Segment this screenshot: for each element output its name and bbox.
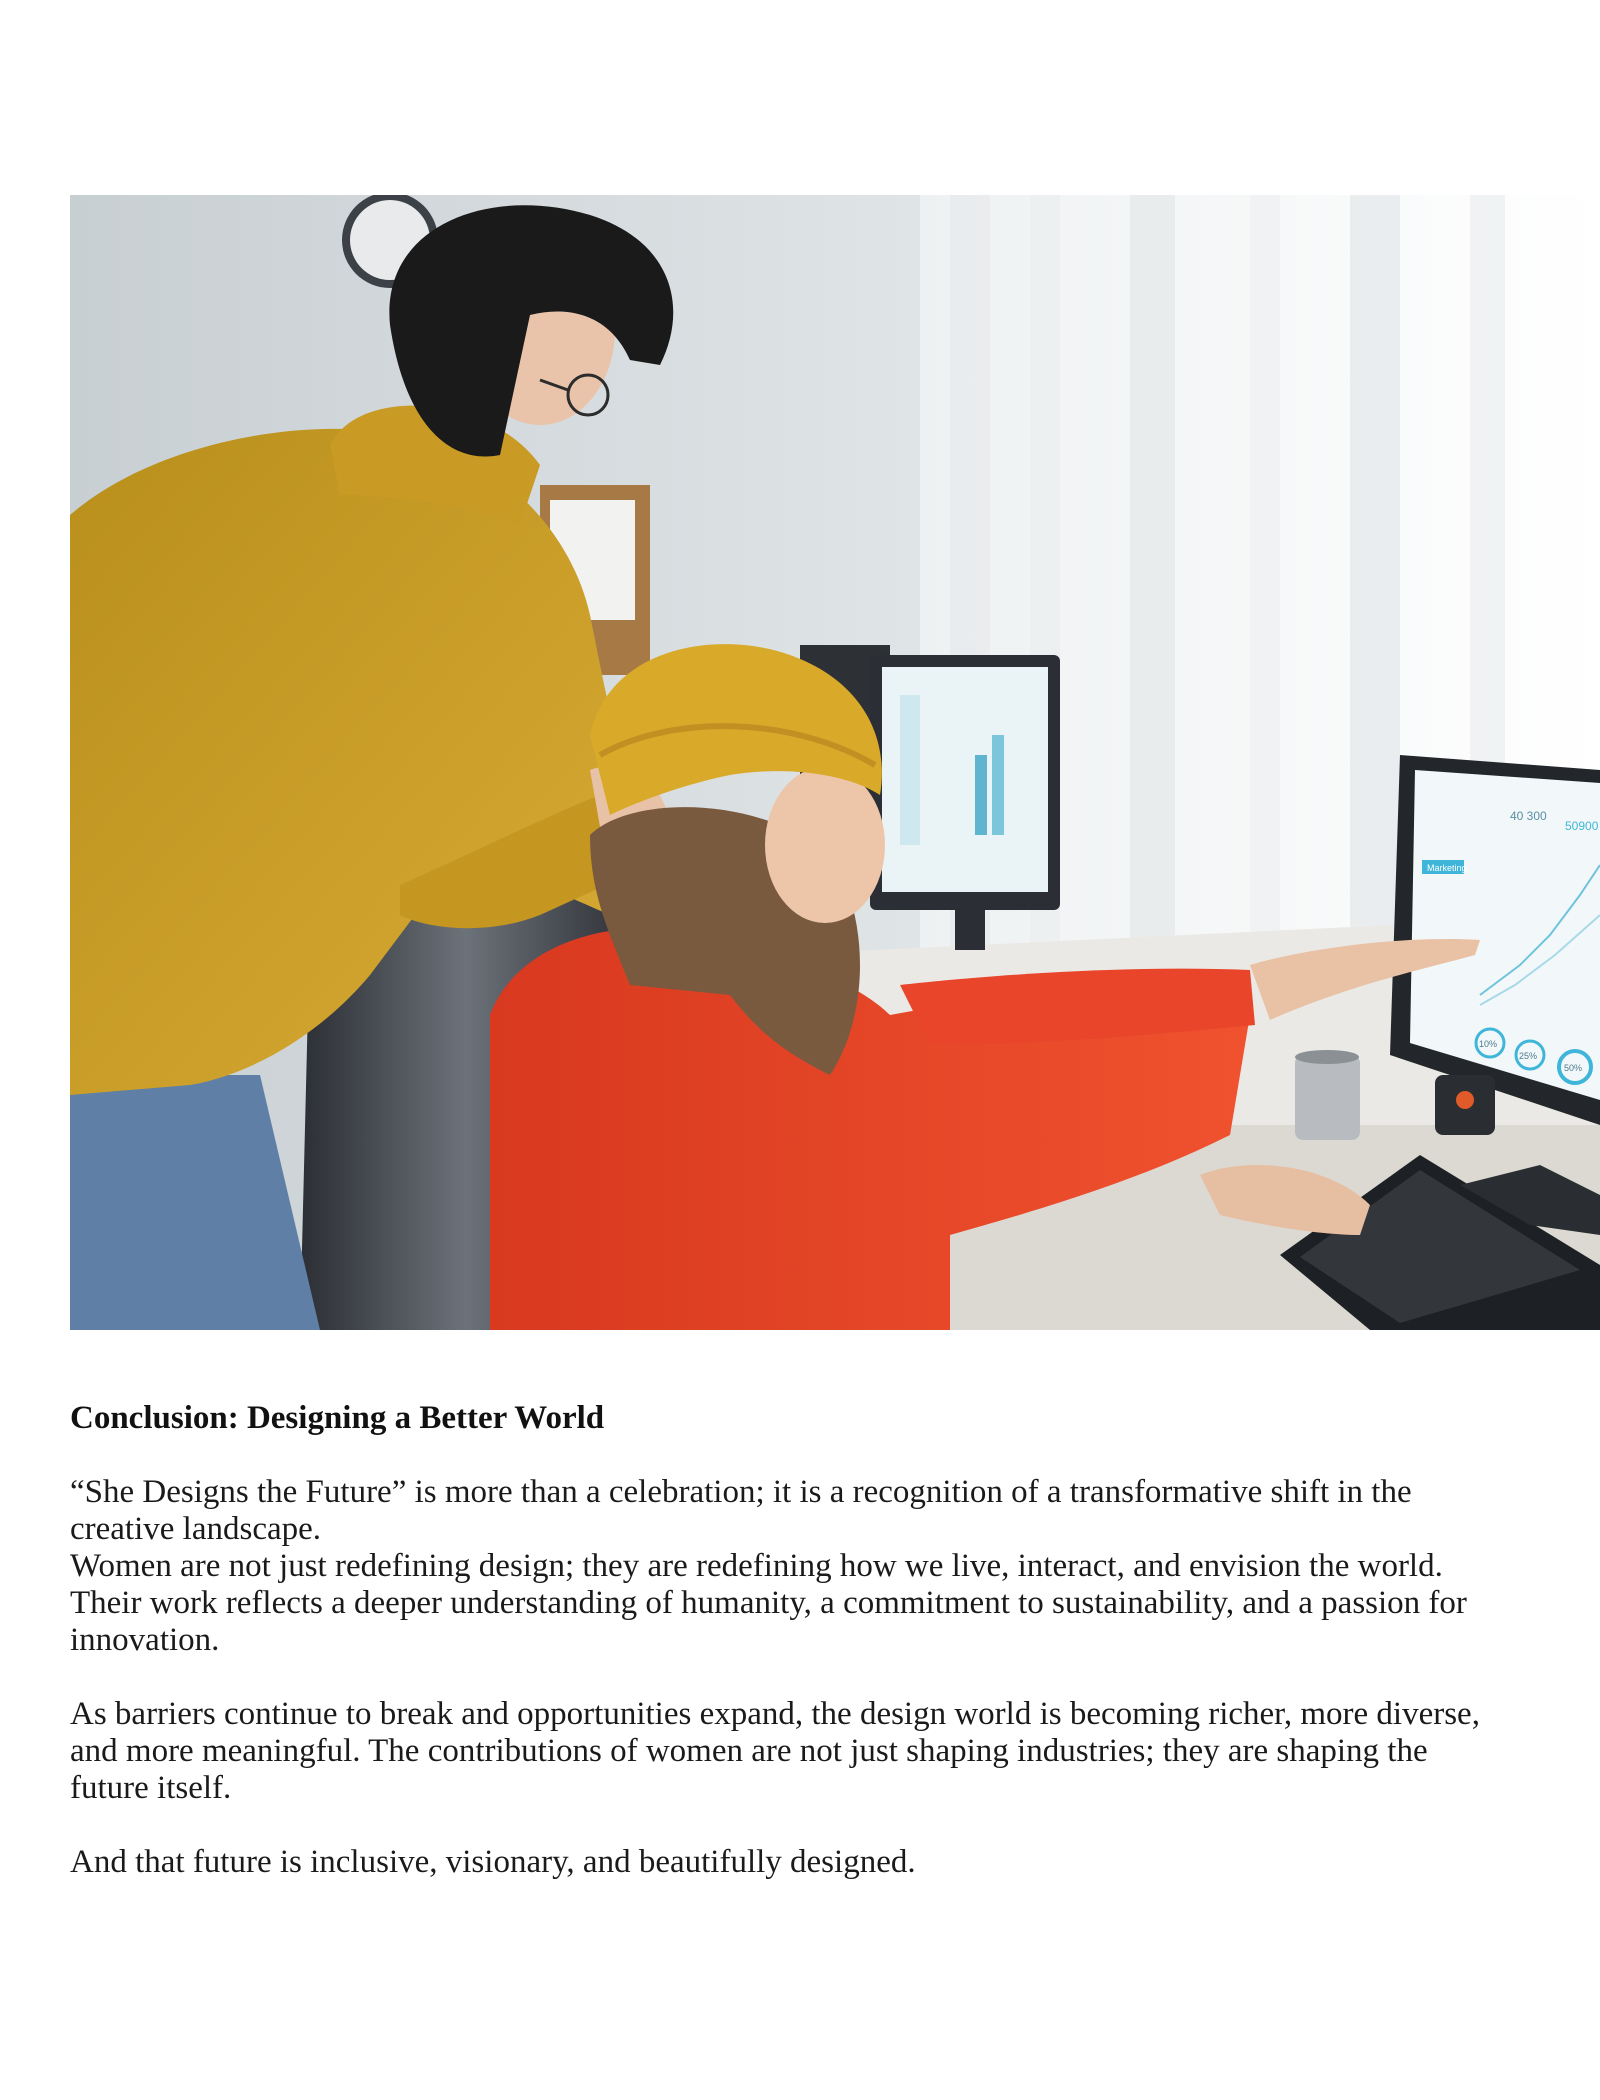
paragraph-3: And that future is inclusive, visionary, and beautifully designed.	[70, 1844, 916, 1880]
monitor-percent-3: 50%	[1564, 1063, 1583, 1073]
back-monitor	[870, 655, 1060, 950]
paragraph-2: As barriers continue to break and opportunities expand, the design world is becoming richer, more diverse, and more meaningful. The contributions of women are not just shaping industries; they are shaping the future itself.	[70, 1696, 1480, 1806]
paragraph-1-sentence-1: “She Designs the Future” is more than a celebration; it is a recognition of a transformative shift in the creative landscape.	[70, 1474, 1412, 1547]
monitor-value-1: 40 300	[1510, 809, 1547, 823]
monitor-percent-1: 10%	[1479, 1039, 1498, 1049]
paragraph-1	[70, 1474, 1490, 1659]
mug	[1295, 1050, 1360, 1140]
paragraph-1-sentence-2: Women are not just redefining design; they are redefining how we live, interact, and envision the world. Their work reflects a deeper understanding of humanity, a commitment to sustainability, and a passion for innovation.	[70, 1548, 1467, 1658]
monitor-tag: Marketing	[1427, 863, 1467, 873]
seated-woman-face	[765, 767, 885, 923]
article-body	[70, 1398, 1490, 1918]
article-photo	[70, 195, 1600, 1330]
monitor-value-2: 50900	[1565, 819, 1599, 833]
office-scene-illustration	[70, 195, 1600, 1330]
monitor-percent-2: 25%	[1519, 1051, 1538, 1061]
section-heading: Conclusion: Designing a Better World	[70, 1400, 605, 1436]
